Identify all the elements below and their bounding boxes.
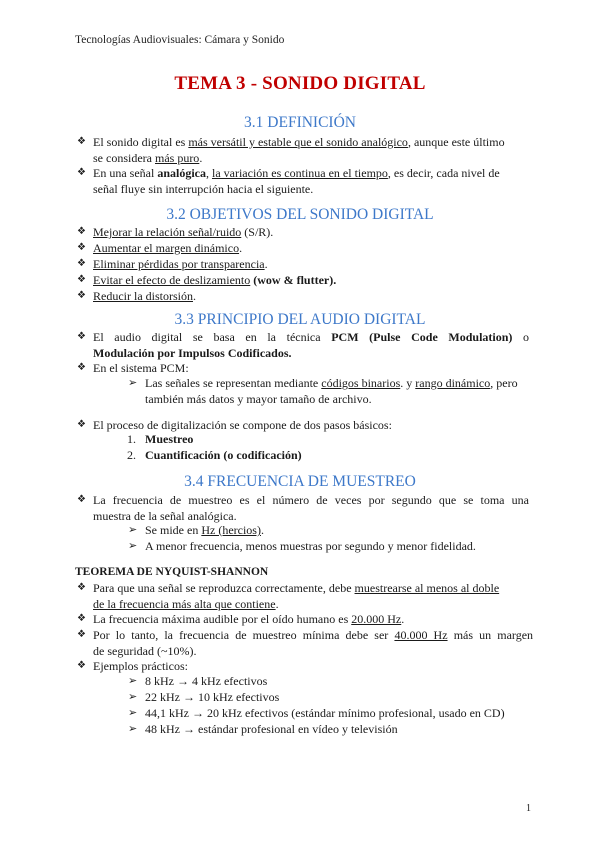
- arrow-bullet-icon: ➢: [128, 540, 138, 552]
- diamond-bullet-icon: ❖: [77, 136, 86, 147]
- diamond-bullet-icon: ❖: [77, 629, 86, 640]
- subbullet-fidelidad: ➢ A menor frecuencia, menos muestras por segundo y menor fidelidad.: [128, 539, 476, 553]
- diamond-bullet-icon: ❖: [77, 660, 86, 671]
- diamond-bullet-icon: ❖: [77, 167, 86, 178]
- subheading-nyquist: TEOREMA DE NYQUIST-SHANNON: [75, 566, 269, 578]
- arrow-bullet-icon: ➢: [128, 707, 138, 719]
- bullet-objetivo-4: ❖ Evitar el efecto de deslizamiento (wow & flutter).: [77, 273, 337, 287]
- diamond-bullet-icon: ❖: [77, 613, 86, 624]
- bullet-nyquist-1: ❖ Para que una señal se reproduzca correctamente, debe muestrearse al menos al doble de la frecuencia más alta que contiene.: [77, 581, 500, 611]
- running-header: Tecnologías Audiovisuales: Cámara y Sonido: [75, 34, 285, 46]
- bullet-frecuencia-1: ❖ La frecuencia de muestreo es el número de veces por segundo que se toma una muestra de la señal analógica.: [77, 493, 529, 523]
- bullet-objetivo-1: ❖ Mejorar la relación señal/ruido (S/R).: [77, 225, 274, 239]
- arrow-bullet-icon: ➢: [128, 377, 138, 389]
- diamond-bullet-icon: ❖: [77, 290, 86, 301]
- bullet-definicion-2: ❖ En una señal analógica, la variación es continua en el tiempo, es decir, cada nivel de señal fluye sin interrupción hacia el siguiente.: [77, 166, 500, 196]
- page-title: TEMA 3 - SONIDO DIGITAL: [174, 73, 426, 94]
- example-48khz: ➢ 48 kHz → estándar profesional en vídeo y televisión: [128, 722, 398, 736]
- bullet-principio-2: ❖ En el sistema PCM:: [77, 361, 189, 375]
- diamond-bullet-icon: ❖: [77, 226, 86, 237]
- example-44khz: ➢ 44,1 kHz → 20 kHz efectivos (estándar mínimo profesional, usado en CD): [128, 706, 505, 720]
- numbered-step-cuantificacion: 2. Cuantificación (o codificación): [127, 448, 302, 462]
- section-heading-principio: 3.3 PRINCIPIO DEL AUDIO DIGITAL: [174, 311, 426, 328]
- diamond-bullet-icon: ❖: [77, 258, 86, 269]
- bullet-objetivo-3: ❖ Eliminar pérdidas por transparencia.: [77, 257, 268, 271]
- diamond-bullet-icon: ❖: [77, 362, 86, 373]
- bullet-objetivo-2: ❖ Aumentar el margen dinámico.: [77, 241, 243, 255]
- arrow-bullet-icon: ➢: [128, 675, 138, 687]
- section-heading-frecuencia: 3.4 FRECUENCIA DE MUESTREO: [184, 473, 416, 490]
- numbered-step-muestreo: 1. Muestreo: [127, 432, 194, 446]
- bullet-principio-1: ❖ El audio digital se basa en la técnica PCM (Pulse Code Modulation) o Modulación por Impulsos Codificados.: [77, 330, 530, 360]
- diamond-bullet-icon: ❖: [77, 331, 86, 342]
- bullet-definicion-1: ❖ El sonido digital es más versátil y estable que el sonido analógico, aunque este último se considera más puro.: [77, 135, 505, 165]
- diamond-bullet-icon: ❖: [77, 582, 86, 593]
- arrow-bullet-icon: ➢: [128, 723, 138, 735]
- diamond-bullet-icon: ❖: [77, 419, 86, 430]
- example-8khz: ➢ 8 kHz → 4 kHz efectivos: [128, 674, 268, 688]
- subbullet-hz: ➢ Se mide en Hz (hercios).: [128, 523, 264, 537]
- example-22khz: ➢ 22 kHz → 10 kHz efectivos: [128, 690, 280, 704]
- section-heading-definicion: 3.1 DEFINICIÓN: [244, 114, 356, 131]
- bullet-nyquist-3: ❖ Por lo tanto, la frecuencia de muestreo mínima debe ser 40.000 Hz más un margen de seguridad (~10%).: [77, 628, 534, 658]
- bullet-principio-3: ❖ El proceso de digitalización se compone de dos pasos básicos:: [77, 418, 392, 432]
- section-heading-objetivos: 3.2 OBJETIVOS DEL SONIDO DIGITAL: [166, 206, 434, 223]
- diamond-bullet-icon: ❖: [77, 494, 86, 505]
- arrow-bullet-icon: ➢: [128, 691, 138, 703]
- arrow-bullet-icon: ➢: [128, 524, 138, 536]
- bullet-objetivo-5: ❖ Reducir la distorsión.: [77, 289, 196, 303]
- diamond-bullet-icon: ❖: [77, 242, 86, 253]
- subbullet-pcm: ➢ Las señales se representan mediante códigos binarios. y rango dinámico, pero también más datos y mayor tamaño de archivo.: [128, 376, 518, 406]
- bullet-nyquist-4: ❖ Ejemplos prácticos:: [77, 659, 188, 673]
- page-number: 1: [526, 803, 531, 814]
- diamond-bullet-icon: ❖: [77, 274, 86, 285]
- bullet-nyquist-2: ❖ La frecuencia máxima audible por el oído humano es 20.000 Hz.: [77, 612, 405, 626]
